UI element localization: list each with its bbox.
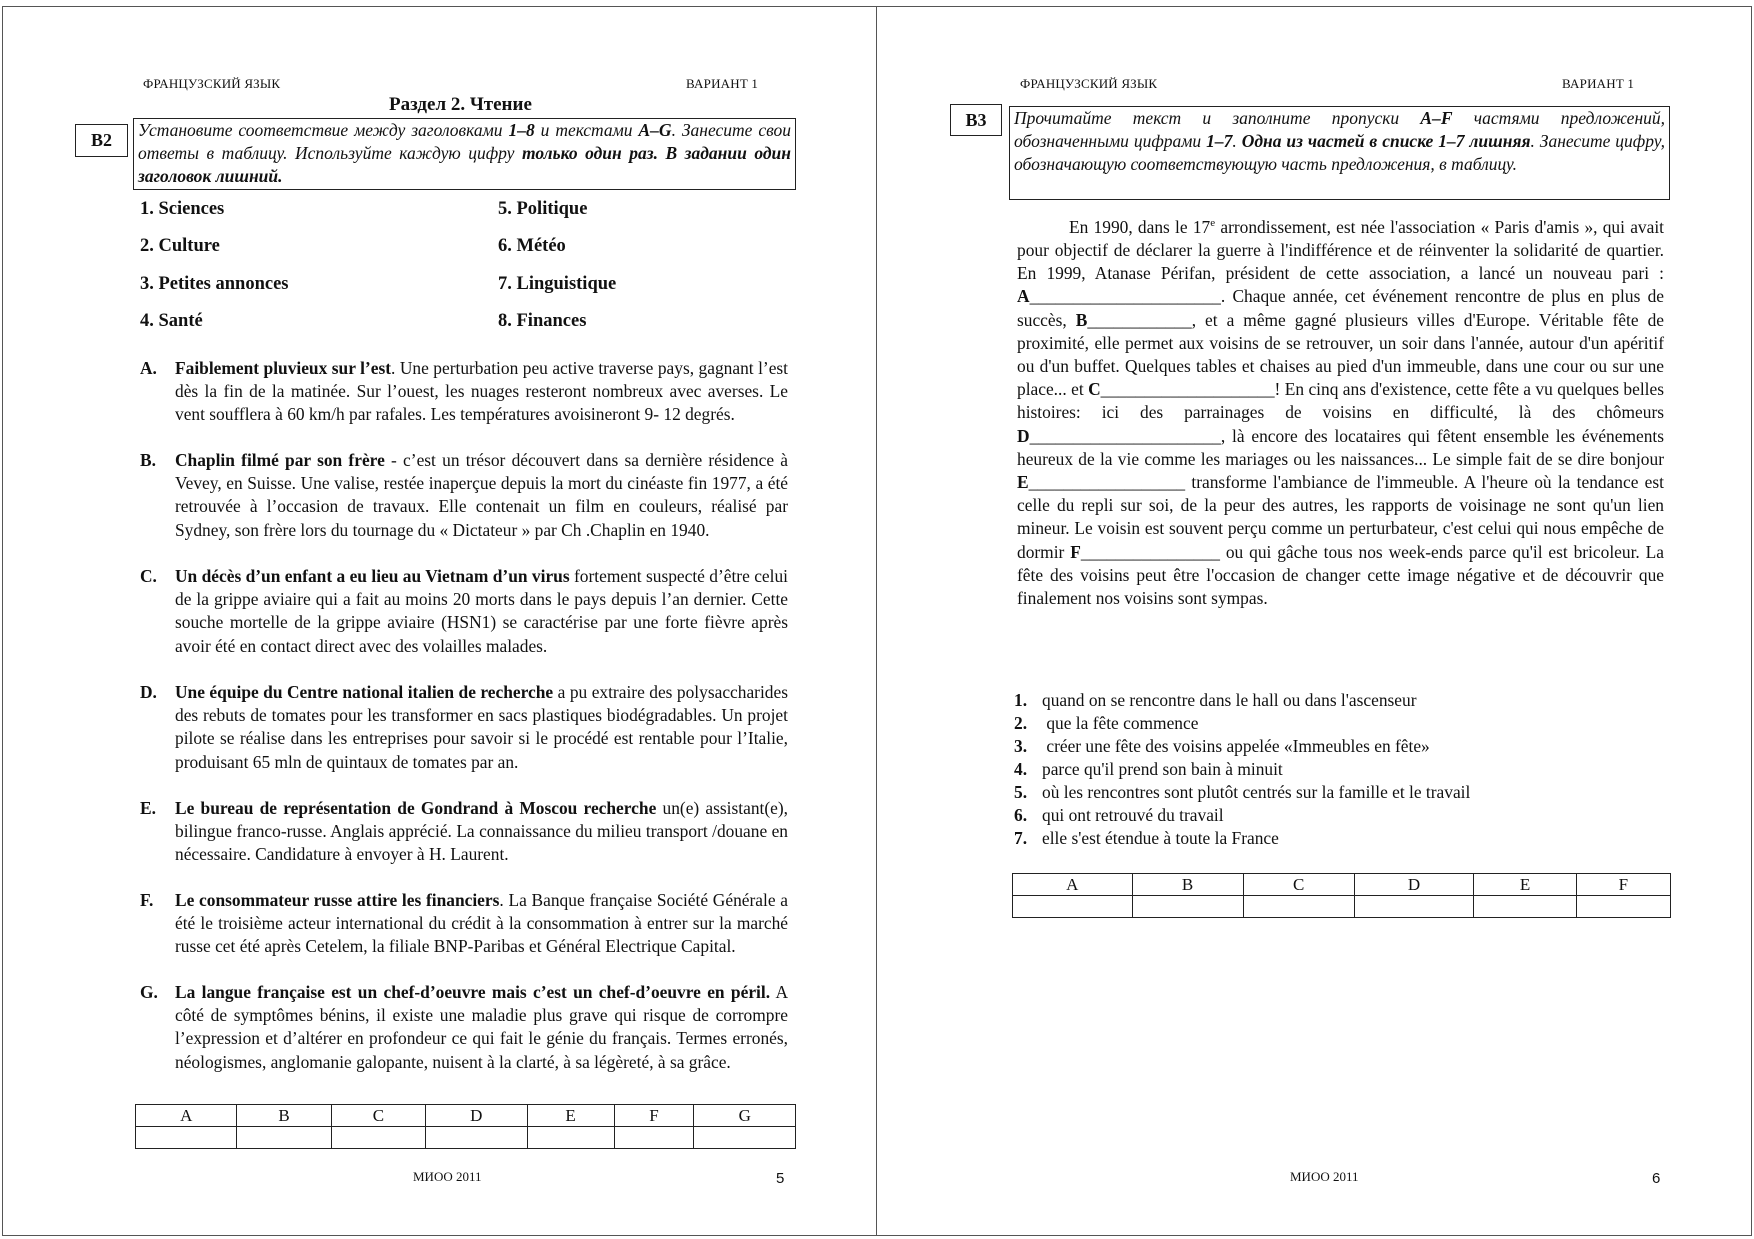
heading-item: 5. Politique — [498, 199, 588, 219]
option-item: 1. quand on se rencontre dans le hall ou dans l'ascenseur — [1014, 690, 1417, 710]
answer-cell[interactable] — [426, 1127, 527, 1149]
gap-e: E — [1017, 472, 1029, 493]
answer-letters-row — [1013, 874, 1671, 896]
text-item-g: G. La langue française est un chef-d’oeuvre mais c’est un chef-d’oeuvre en péril. A côté de symptômes bénins, il existe une maladie plus grave qui risque de corrompre l’expression et d’altérer en profondeur ce qui fait le génie du français. Termes erronés, néologismes, anglomanie galopante, nuisent à la clarté, à sa légèreté, à sa grâce. — [140, 982, 788, 1072]
right-page — [877, 0, 1754, 1239]
gap-d: D — [1017, 425, 1030, 446]
heading-item: 1. Sciences — [140, 199, 225, 219]
answer-letter: E — [527, 1105, 614, 1127]
heading-item: 3. Petites annonces — [140, 274, 289, 294]
answer-letters-row — [136, 1105, 796, 1127]
text-item-b: B. Chaplin filmé par son frère - c’est un trésor découvert dans sa dernière résidence à Vevey, en Suisse. Une valise, restée inaperçue depuis la mort du cinéaste fin 1977, a été retrouvée à l’occasion de travaux. Elle contenait un film en couleurs, réalisé par Sydney, son frère lors du tournage du « Dictateur » par Ch .Chaplin en 1940. — [140, 450, 789, 540]
answer-cell[interactable] — [136, 1127, 237, 1149]
page-number: 5 — [776, 1170, 785, 1187]
answer-letter: F — [1576, 874, 1670, 896]
text-item-d: D. Une équipe du Centre national italien de recherche a pu extraire des polysaccharides des rebuts de tomates pour les transformer en sacs plastiques biodégradables. Un projet pilote se réalise dans les entreprises pour savoir si le procédé est rentable pour l’Italie, produisant 65 mln de quintaux de tomates par an. — [140, 682, 788, 772]
task-tag: В2 — [75, 124, 128, 157]
heading-item: 2. Culture — [140, 236, 220, 256]
answer-input-row — [1013, 896, 1671, 918]
answer-letter: B — [1132, 874, 1243, 896]
heading-item: 7. Linguistique — [498, 274, 617, 294]
gap-b: B — [1075, 309, 1088, 330]
subject-header: ФРАНЦУЗСКИЙ ЯЗЫК — [143, 76, 281, 91]
option-item: 4. parce qu'il prend son bain à minuit — [1014, 759, 1283, 779]
subject-header: ФРАНЦУЗСКИЙ ЯЗЫК — [1020, 76, 1158, 91]
answer-cell[interactable] — [1474, 896, 1577, 918]
answer-letter: B — [237, 1105, 331, 1127]
answer-letter: A — [136, 1105, 237, 1127]
option-item: 3. créer une fête des voisins appelée «Immeubles en fête» — [1014, 736, 1430, 756]
heading-item: 8. Finances — [498, 311, 587, 331]
answer-letter: E — [1474, 874, 1577, 896]
answer-letter: F — [614, 1105, 694, 1127]
answer-cell[interactable] — [1013, 896, 1133, 918]
answer-letter: C — [1243, 874, 1354, 896]
answer-cell[interactable] — [1576, 896, 1670, 918]
answer-cell[interactable] — [694, 1127, 796, 1149]
answer-cell[interactable] — [614, 1127, 694, 1149]
answer-cell[interactable] — [237, 1127, 331, 1149]
gap-c: C — [1088, 379, 1101, 400]
task-tag: В3 — [950, 104, 1002, 136]
page-number: 6 — [1652, 1170, 1661, 1187]
text-item-f: F. Le consommateur russe attire les financiers. La Banque française Société Générale a été le troisième acteur international du crédit à la consommation à entrer sur la marché russe cet été après Cetelem, la filiale BNP-Paribas et Général Electrique Capital. — [140, 890, 788, 957]
answer-letter: C — [331, 1105, 425, 1127]
left-page — [0, 0, 876, 1239]
answer-letter: A — [1013, 874, 1133, 896]
answer-cell[interactable] — [527, 1127, 614, 1149]
answer-cell[interactable] — [1243, 896, 1354, 918]
variant-header: ВАРИАНТ 1 — [686, 76, 759, 91]
option-item: 2. que la fête commence — [1014, 713, 1199, 733]
option-item: 7. elle s'est étendue à toute la France — [1014, 828, 1279, 848]
gap-a: A — [1017, 286, 1030, 307]
answer-letter: D — [426, 1105, 527, 1127]
text-item-a: A. Faiblement pluvieux sur l’est. Une perturbation peu active traverse pays, gagnant l’est dès la fin de la matinée. Sur l’ouest, les nuages resteront nombreux avec averses. Le vent soufflera à 60 km/h par rafales. Les températures avoisineront 9- 12 degrés. — [140, 358, 789, 425]
footer-text: МИОО 2011 — [413, 1169, 482, 1184]
answer-letter: G — [694, 1105, 796, 1127]
answer-letter: D — [1354, 874, 1474, 896]
text-item-c: C. Un décès d’un enfant a eu lieu au Vietnam d’un virus fortement suspecté d’être celui de la grippe aviaire qui a fait au moins 20 morts dans le pays depuis l’an dernier. Cette souche mortelle de la grippe aviaire (HSN1) se caractérise par une forte fièvre après avoir été en contact direct avec des volailles malades. — [140, 566, 789, 656]
task-instruction: Прочитайте текст и заполните пропуски A–F частями предложений, обозначенными цифрами 1–7. Одна из частей в списке 1–7 лишняя. Занесите цифру, обозначающую соответствующую часть предложения, в таблицу. — [1009, 106, 1670, 200]
option-item: 5. où les rencontres sont plutôt centrés sur la famille et le travail — [1014, 782, 1471, 802]
gap-f: F — [1070, 541, 1081, 562]
answer-table — [1012, 873, 1671, 918]
text-item-e: E. Le bureau de représentation de Gondrand à Moscou recherche un(e) assistant(e), bilingue franco-russe. Anglais apprécié. La connaissance du milieu transport /douane en nécessaire. Candidature à envoyer à H. Laurent. — [140, 798, 789, 865]
answer-table — [135, 1104, 796, 1149]
answer-cell[interactable] — [331, 1127, 425, 1149]
option-item: 6. qui ont retrouvé du travail — [1014, 805, 1224, 825]
footer-text: МИОО 2011 — [1290, 1169, 1359, 1184]
answer-cell[interactable] — [1132, 896, 1243, 918]
reading-passage: En 1990, dans le 17e arrondissement, est née l'association « Paris d'amis », qui avait pour objectif de déclarer la guerre à l'indifférence et de réinventer la solidarité de quartier. En 1999, Atanase Périfan, président de cette association, a lancé un nouveau pari : A______________________. Chaque année, cet événement rencontre de plus en plus de succès, B____________, et a même gagné plusieurs villes d'Europe. Véritable fête de proximité, elle permet aux voisins de se retrouver, un soir dans l'année, autour d'un apéritif ou d'un buffet. Quelques tables et chaises au pied d'un immeuble, dans une cour ou sur une place... et C____________________! En cinq ans d'existence, cette fête a vu quelques belles histoires: ici des parrainages de voisins en difficulté, là des chômeurs D______________________, là encore des locataires qui fêtent ensemble les événements heureux de la vie comme les mariages ou les naissances... Le simple fait de se dire bonjour E__________________ transforme l'ambiance de l'immeuble. A l'heure où la tendance est celle du repli sur soi, de la peur des autres, les rapports de voisinage ne sont qu'un lien mineur. Le voisin est souvent perçu comme un perturbateur, c'est celui qui nous empêche de dormir F________________ ou qui gâche tous nos week-ends parce qu'il est bricoleur. La fête des voisins peut être l'occasion de changer cette image négative et de découvrir que finalement nos voisins sont sympas. — [1017, 216, 1664, 609]
answer-input-row — [136, 1127, 796, 1149]
heading-item: 4. Santé — [140, 311, 203, 331]
section-title: Раздел 2. Чтение — [389, 94, 532, 115]
answer-cell[interactable] — [1354, 896, 1474, 918]
heading-item: 6. Météo — [498, 236, 566, 256]
task-instruction: Установите соответствие между заголовками 1–8 и текстами A–G. Занесите свои ответы в таблицу. Используйте каждую цифру только один раз. В задании один заголовок лишний. — [133, 118, 796, 190]
variant-header: ВАРИАНТ 1 — [1562, 76, 1635, 91]
